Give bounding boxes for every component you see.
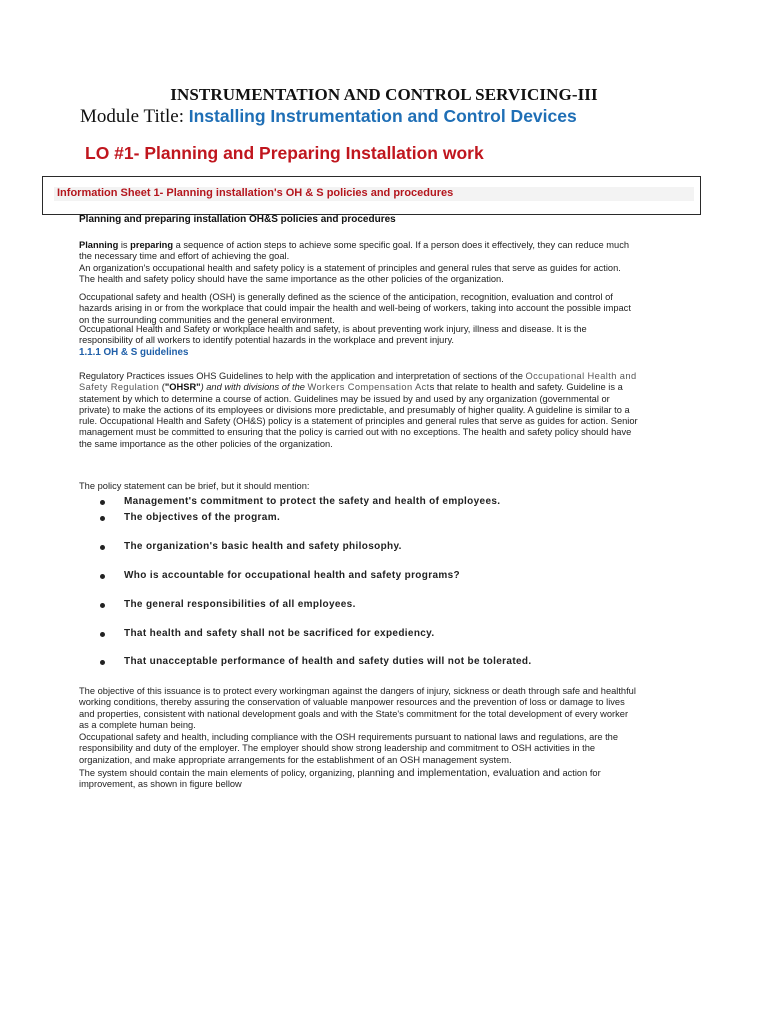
policy-paragraph: An organization's occupational health and safety policy is a statement of principles and general rules that serve as guides for action. The health and safety policy should have the same importance as the other policies of the organization.	[79, 263, 621, 285]
list-item-text: Who is accountable for occupational health and safety programs?	[124, 570, 460, 581]
learning-outcome-title: LO #1- Planning and Preparing Installation work	[85, 143, 484, 163]
policy-statement-intro: The policy statement can be brief, but it should mention:	[79, 481, 310, 491]
ohs-paragraph: Occupational Health and Safety or workplace health and safety, is about preventing work injury, illness and disease. It is the responsibility of all workers to identify potential hazards in the workplace and prevent injury.	[79, 324, 587, 346]
bullet-icon	[100, 574, 105, 579]
bullet-icon	[100, 545, 105, 550]
preparing-term: preparing	[130, 240, 174, 250]
list-item-text: That health and safety shall not be sacrificed for expediency.	[124, 628, 435, 639]
employer-responsibility-paragraph: Occupational safety and health, including compliance with the OSH requirements pursuant to national laws and regulations, are the responsibility and duty of the employer. The employer should show strong leadership and commitment to OSH activities in the organization, and make appropriate arrangements for the establishment of an OSH management system.	[79, 732, 619, 765]
bullet-icon	[100, 516, 105, 521]
reg-regulation-name: Occupational Health and Safety Regulation	[79, 371, 637, 393]
system-text-c: action for improvement, as shown in figure bellow	[79, 768, 601, 790]
planning-mid: is	[118, 240, 131, 250]
section-subheading: Planning and preparing installation OH&S policies and procedures	[79, 214, 396, 225]
module-title: Installing Instrumentation and Control Devices	[188, 106, 577, 126]
reg-text-a: Regulatory Practices issues OHS Guidelines to help with the application and interpretation of sections of the	[79, 371, 526, 381]
reg-text-c: (	[159, 382, 165, 393]
list-item-text: Management's commitment to protect the safety and health of employees.	[124, 496, 501, 507]
objective-paragraph: The objective of this issuance is to protect every workingman against the dangers of injury, sickness or death through safe and healthful working conditions, thereby assuring the conservation of valuable manpower resources and the prevention of loss or damage to lives and properties, consistent with national development goals and with the State's commitment for the total development of every worker as a complete human being.	[79, 686, 636, 730]
guidelines-heading: 1.1.1 OH & S guidelines	[79, 347, 189, 358]
reg-ohsr-abbrev: "OHSR"	[164, 382, 201, 393]
bullet-icon	[100, 500, 105, 505]
module-label: Module Title:	[80, 106, 189, 127]
reg-act-name: Workers Compensation Act	[307, 382, 430, 393]
list-item-text: That unacceptable performance of health and safety duties will not be tolerated.	[124, 656, 532, 667]
planning-rest: a sequence of action steps to achieve some specific goal. If a person does it effectively, they can reduce much the necessary time and effort of achieving the goal.	[79, 240, 630, 262]
course-title: INSTRUMENTATION AND CONTROL SERVICING-III	[170, 85, 598, 104]
bullet-icon	[100, 660, 105, 665]
bullet-icon	[100, 603, 105, 608]
list-item-text: The organization's basic health and safety philosophy.	[124, 541, 402, 552]
system-text-a: The system should contain the main elements of policy, organizing, plan	[79, 768, 375, 778]
list-item-text: The general responsibilities of all employees.	[124, 599, 356, 610]
module-title-line	[80, 106, 577, 128]
info-sheet-title: Information Sheet 1- Planning installation's OH & S policies and procedures	[57, 187, 454, 199]
bullet-icon	[100, 632, 105, 637]
regulatory-paragraph	[79, 371, 639, 450]
osh-definition-paragraph: Occupational safety and health (OSH) is generally defined as the science of the anticipation, recognition, evaluation and control of hazards arising in or from the workplace that could impair the health and well-being of workers, taking into account the possible impact on the surrounding communities and the general environment.	[79, 292, 631, 325]
system-text-b: ning and implementation, evaluation and	[374, 768, 560, 779]
system-elements-paragraph	[79, 768, 639, 791]
reg-text-g: s that relate to health and safety. Guideline is a statement by which to determine a course of action. Guidelines may be issued by and used by any organization (governmental or private) to make the actions of its employees or divisions more predictable, and presumably of higher quality. A guideline is similar to a rule. Occupational Health and Safety (OH&S) policy is a statement of principles and general rules that serve as guides for action. Senior management must be committed to ensuring that the policy is carried out with no exceptions. The health and safety policy should have the same importance as the other policies of the organization.	[79, 382, 638, 449]
list-item-text: The objectives of the program.	[124, 512, 281, 523]
planning-paragraph	[79, 240, 639, 263]
planning-term: Planning	[79, 240, 119, 250]
reg-text-e: ) and with divisions of the	[200, 382, 308, 393]
